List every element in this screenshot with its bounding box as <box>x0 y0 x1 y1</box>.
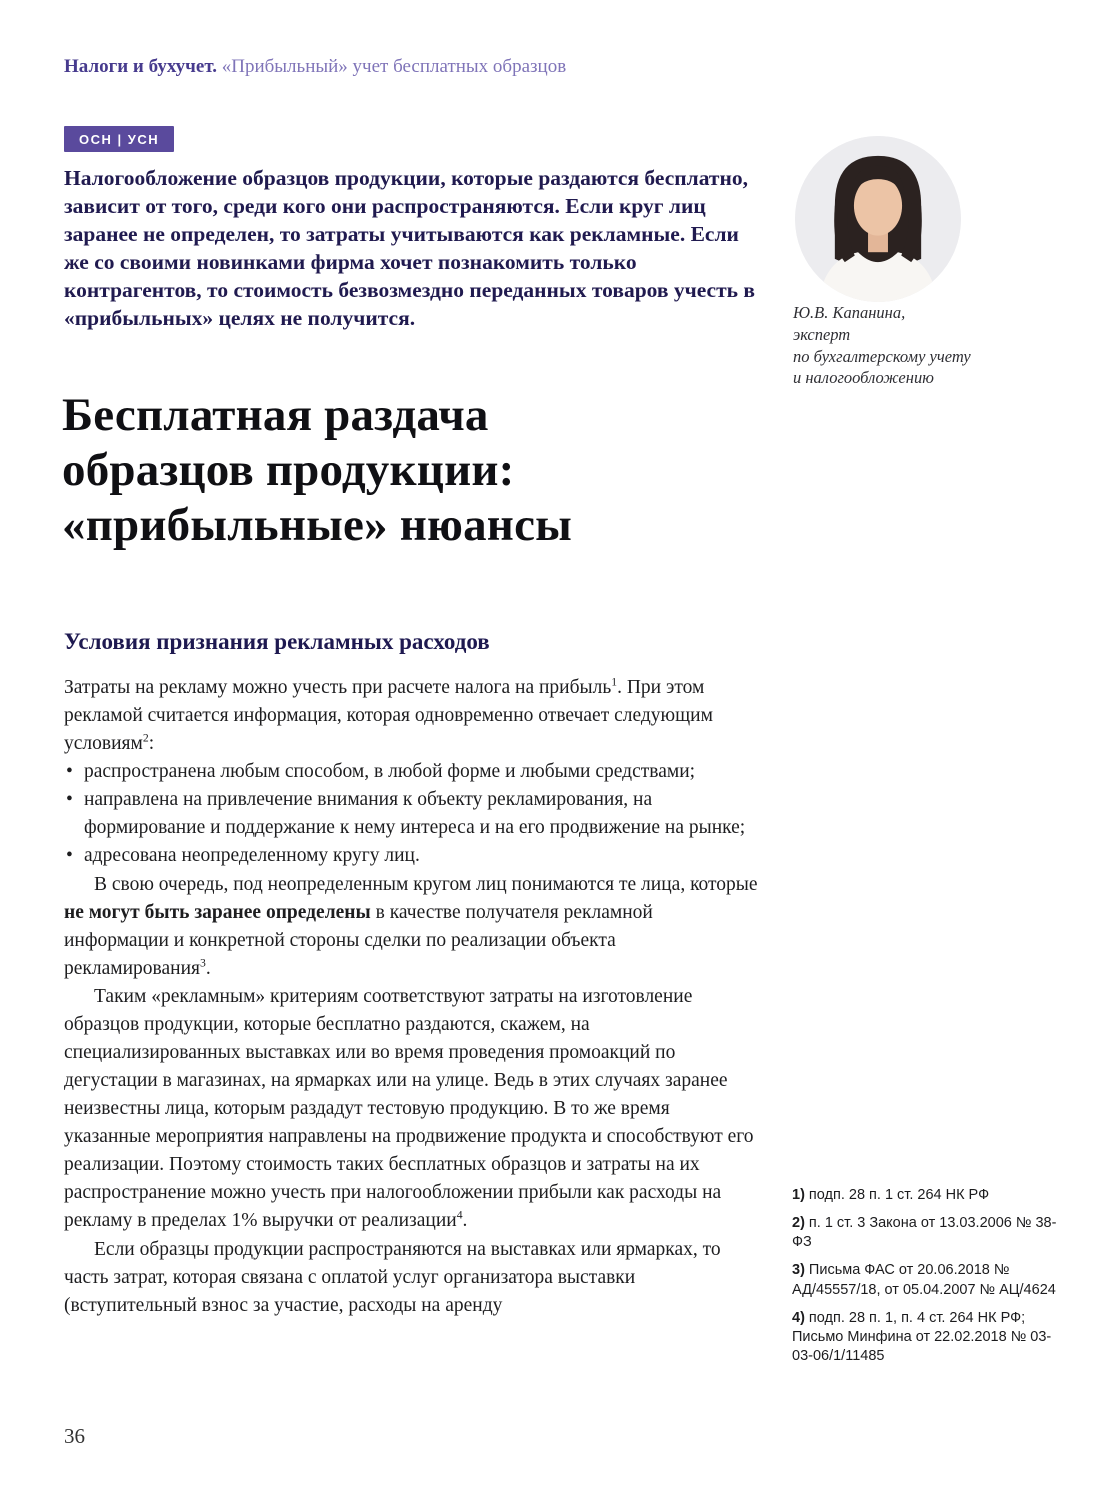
tax-regime-badge: ОСН | УСН <box>64 126 174 152</box>
paragraph: Если образцы продукции распространяются на выставках или ярмарках, то часть затрат, которая связана с оплатой услуг организатора выставки (вступительный взнос за участие, расходы на аренду <box>64 1238 721 1316</box>
author-caption-line: по бухгалтерскому учету <box>793 346 971 366</box>
author-caption-line: эксперт <box>793 324 851 344</box>
author-caption-line: и налогообложению <box>793 368 934 388</box>
section-heading: Условия признания рекламных расходов <box>64 629 490 654</box>
running-head-subtitle: «Прибыльный» учет бесплатных образцов <box>216 56 567 77</box>
running-head-section: Налоги и бухучет. <box>64 56 217 77</box>
footnote: 2) п. 1 ст. 3 Закона от 13.03.2006 № 38-ФЗ <box>792 1215 1057 1251</box>
bullet-item: • направлена на привлечение внимания к объекту рекламирования, на формирование и поддержание к нему интереса и на его продвижение на рынке; <box>64 786 761 842</box>
paragraph: Таким «рекламным» критериям соответствуют затраты на изготовление образцов продукции, которые бесплатно раздаются, скажем, на специализированных выставках или во время проведения промоакций по дегустации в магазинах, на ярмарках или на улице. Ведь в этих случаях заранее неизвестны лица, которым раздадут тестовую продукцию. В то же время указанные мероприятия направлены на продвижение продукта и способствуют его реализации. Поэтому стоимость таких бесплатных образцов и затраты на их распространение можно учесть при налогообложении прибыли как расходы на рекламу в пределах 1% выручки от реализации$^4$. <box>64 985 754 1232</box>
footnotes <box>792 1186 1072 1375</box>
footnote: 4) подп. 28 п. 1, п. 4 ст. 264 НК РФ; Письмо Минфина от 22.02.2018 № 03-03-06/1/11485 <box>792 1309 1052 1364</box>
author-photo <box>795 136 961 302</box>
paragraph: Затраты на рекламу можно учесть при расчете налога на прибыль$^1$. При этом рекламой считается информация, которая одновременно отвечает следующим условиям$^2$: <box>64 675 713 755</box>
author-caption <box>793 302 971 389</box>
author-portrait-icon <box>795 136 961 302</box>
author-caption-line: Ю.В. Капанина, <box>793 303 906 322</box>
article-title-line: «прибыльные» нюансы <box>62 498 573 551</box>
article-title <box>62 388 782 553</box>
running-head <box>64 56 784 78</box>
article-title-line: Бесплатная раздача <box>62 389 489 441</box>
lead-paragraph: Налогообложение образцов продукции, которые раздаются бесплатно, зависит от того, среди кого они распространяются. Если круг лиц заранее не определен, то затраты учитываются как рекламные. Если же со своими новинками фирма хочет познакомить только контрагентов, то стоимость безвозмездно переданных товаров учесть в «прибыльных» целях не получится. <box>64 166 755 330</box>
footnote: 3) Письма ФАС от 20.06.2018 № АД/45557/18, от 05.04.2007 № АЦ/4624 <box>792 1262 1056 1298</box>
article-body <box>64 674 761 1320</box>
bullet-item: • адресована неопределенному кругу лиц. <box>64 842 761 870</box>
paragraph: В свою очередь, под неопределенным кругом лиц понимаются те лица, которые не могут быть заранее определены в качестве получателя рекламной информации и конкретной стороны сделки по реализации объекта рекламирования$^3$. <box>64 873 758 979</box>
bullet-item: • распространена любым способом, в любой форме и любыми средствами; <box>64 758 761 786</box>
footnote: 1) подп. 28 п. 1 ст. 264 НК РФ <box>792 1187 990 1203</box>
page-number: 36 <box>64 1424 85 1448</box>
article-title-line: образцов продукции: <box>62 443 515 496</box>
